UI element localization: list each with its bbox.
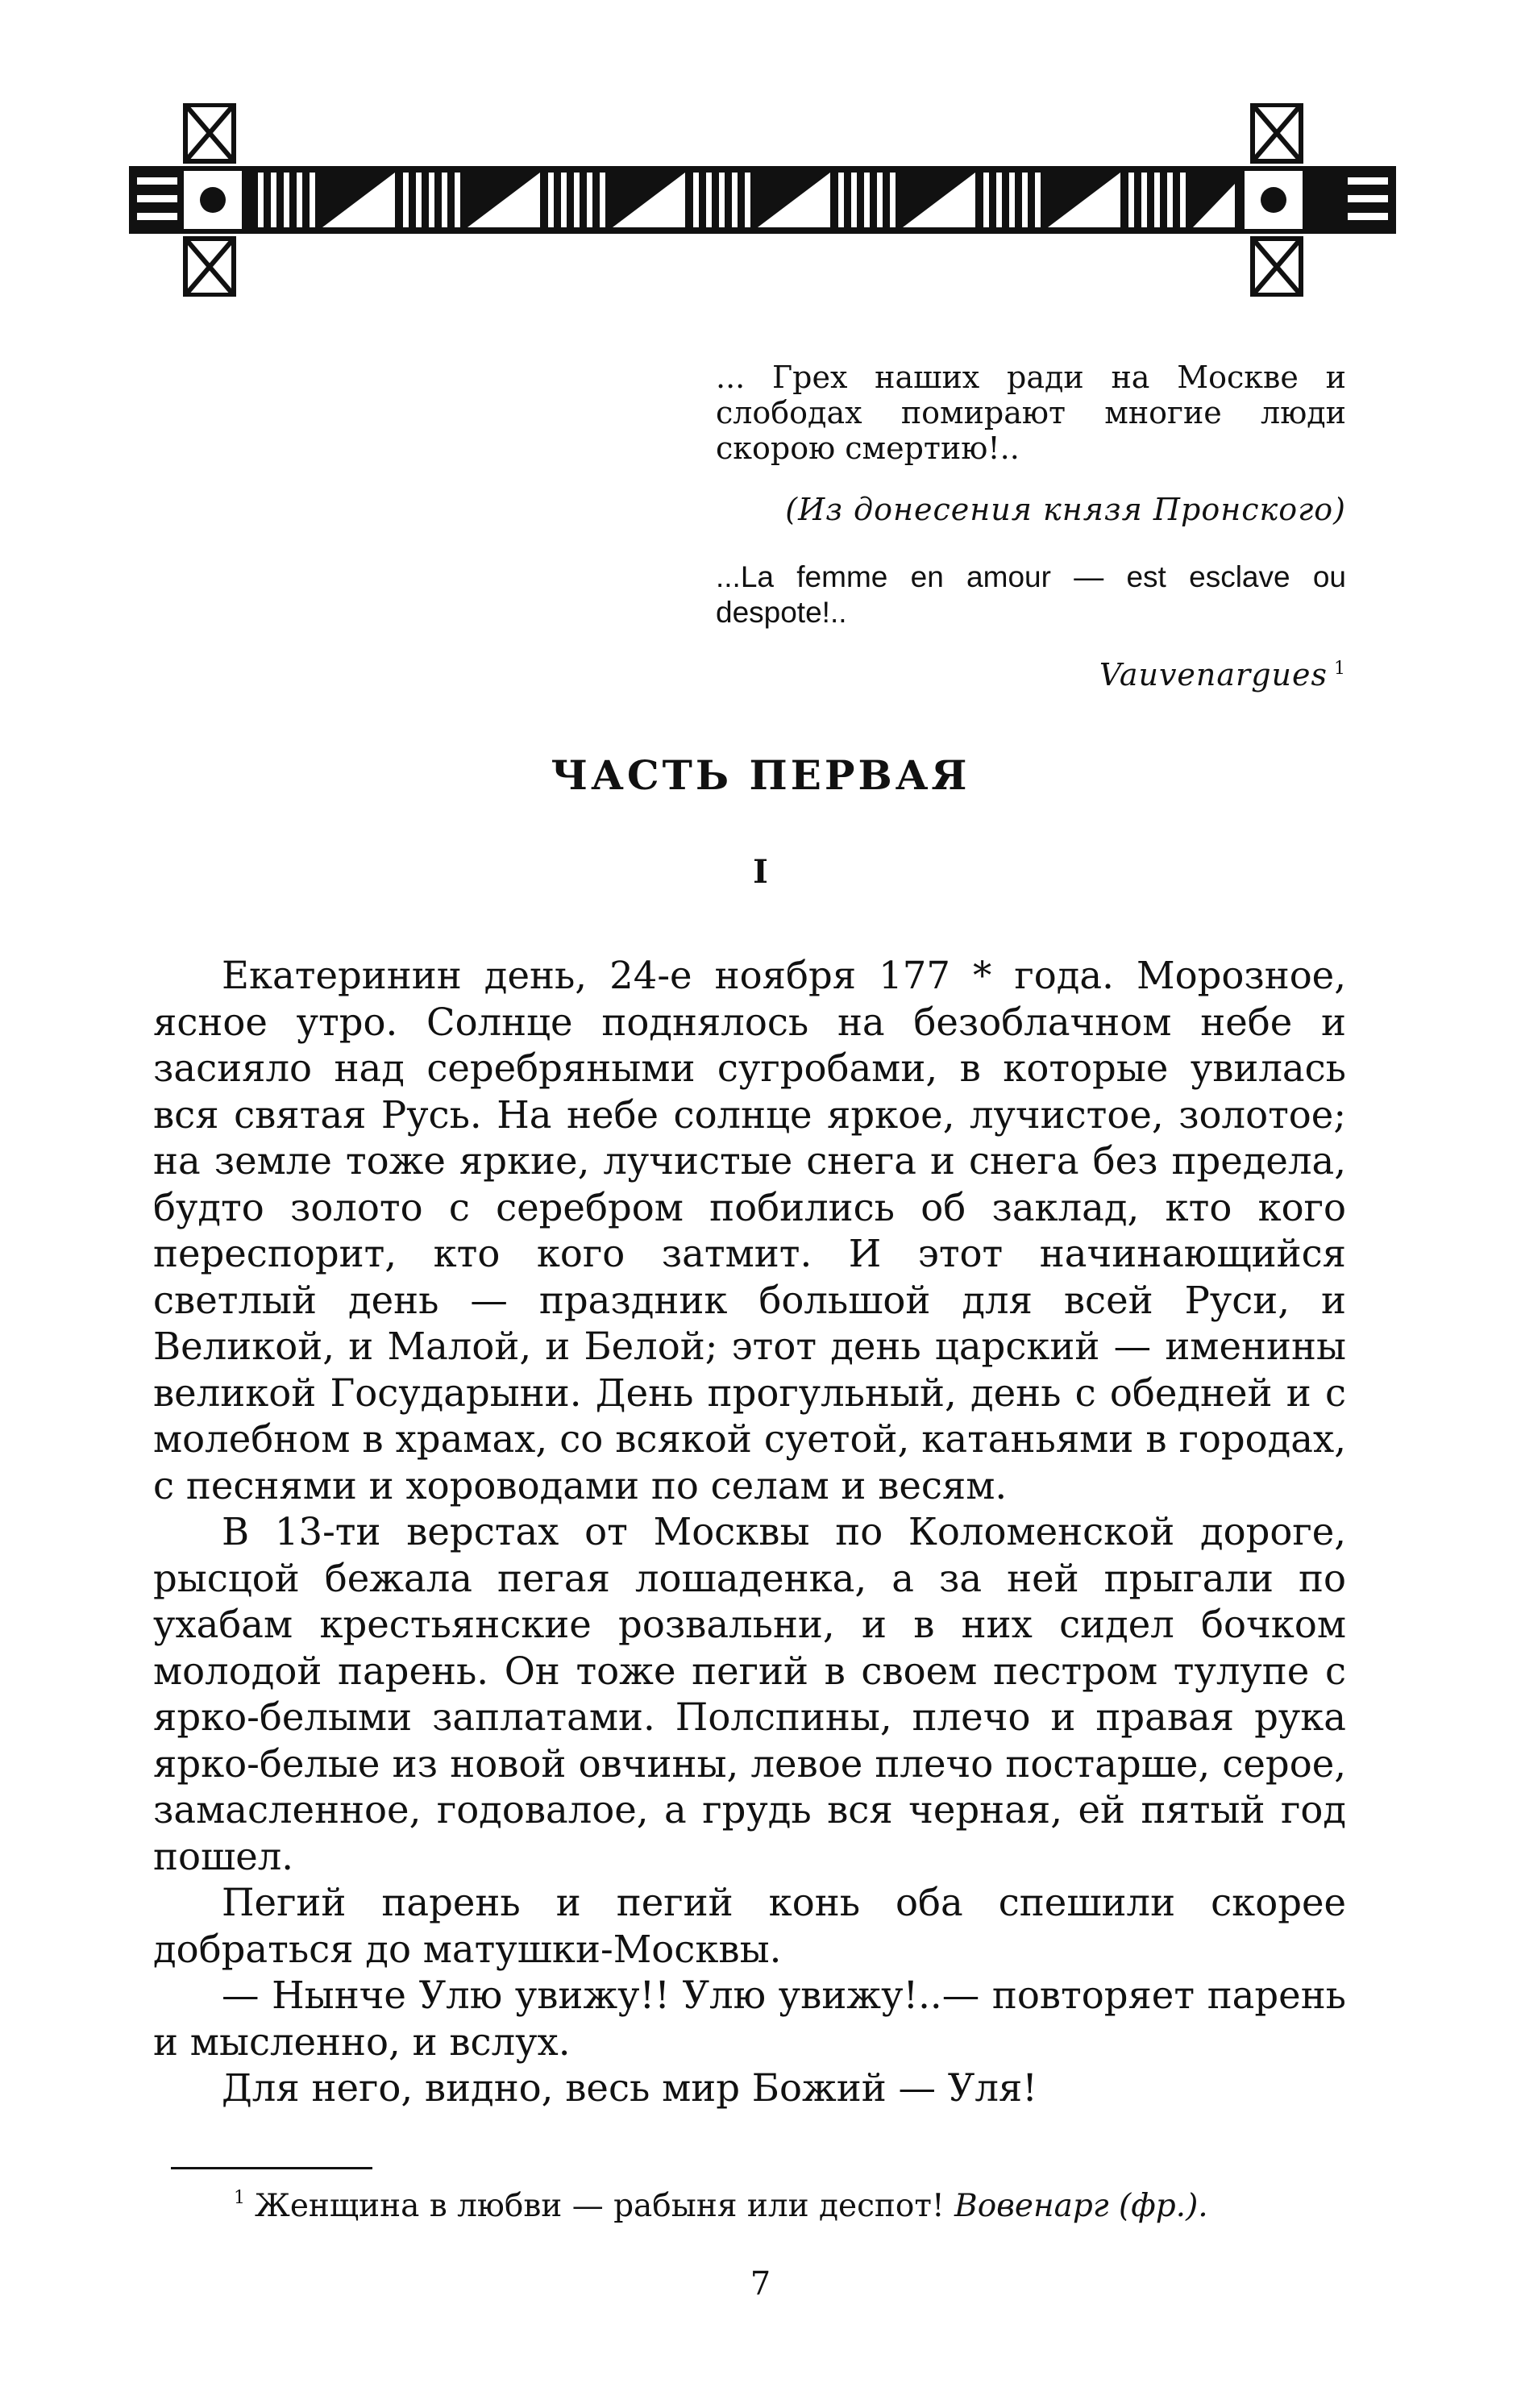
footnote-source: Вовенарг (фр.). [954,2188,1208,2224]
paragraph: В 13-ти верстах от Москвы по Коломенской дороге, рысцой бежала пегая лошаденка, а за ней прыгали по ухабам крестьянские розвальни, и в них сидел бочком молодой парень. Он тоже пегий в своем пестром тулупе с ярко-белыми заплатами. Полспины, плечо и правая рука ярко-белые из новой овчины, левое плечо постарше, серое, замасленное, годовалое, а грудь вся черная, ей пятый год пошел. [153,1510,1346,1878]
epigraph-2-text: ...La femme en amour — est esclave ou despote!.. [716,560,1346,629]
epigraph-2-author: Vauvenargues [1099,657,1328,692]
footnote-divider [171,2167,372,2169]
decorative-border-icon [129,103,1396,297]
footnote-ref-mark: 1 [1334,659,1346,679]
paragraph: Для него, видно, весь мир Божий — Уля! [222,2066,1037,2110]
paragraph: Екатеринин день, 24-е ноября 177 * года. Морозное, ясное утро. Солнце поднялось на безоблачном небе и засияло над серебряными сугробами, в которые увилась вся святая Русь. На небе солнце яркое, лучистое, золотое; на земле тоже яркие, лучистые снега и снега без предела, будто золото с серебром побились об заклад, кто кого переспорит, кто кого затмит. И этот начинающийся светлый день — праздник большой для всей Руси, и Великой, и Малой, и Белой; этот день царский — именины великой Государыни. День прогульный, день с обедней и с молебном в храмах, со всякой суетой, катаньями в городах, с песнями и хороводами по селам и весям. [153,954,1346,1508]
footnote-text: Женщина в любви — рабыня или деспот! [255,2188,945,2224]
paragraph: — Нынче Улю увижу!! Улю увижу!..— повторяет парень и мысленно, и вслух. [153,1973,1346,2064]
epigraph-1-text: ... Грех наших ради на Москве и слободах помирают многие люди скорою смертию!.. [716,360,1346,466]
epigraph-1-source: (Из донесения князя Пронского) [785,492,1346,527]
footnote [234,2188,1208,2224]
epigraph-2-source [716,651,1346,692]
footnote-mark: 1 [234,2188,245,2208]
paragraph: Пегий парень и пегий конь оба спешили скорее добраться до матушки-Москвы. [153,1881,1346,1971]
part-title: ЧАСТЬ ПЕРВАЯ [551,751,970,799]
page-number: 7 [750,2265,771,2302]
chapter-number: I [753,853,768,891]
body-text [153,953,1346,2112]
